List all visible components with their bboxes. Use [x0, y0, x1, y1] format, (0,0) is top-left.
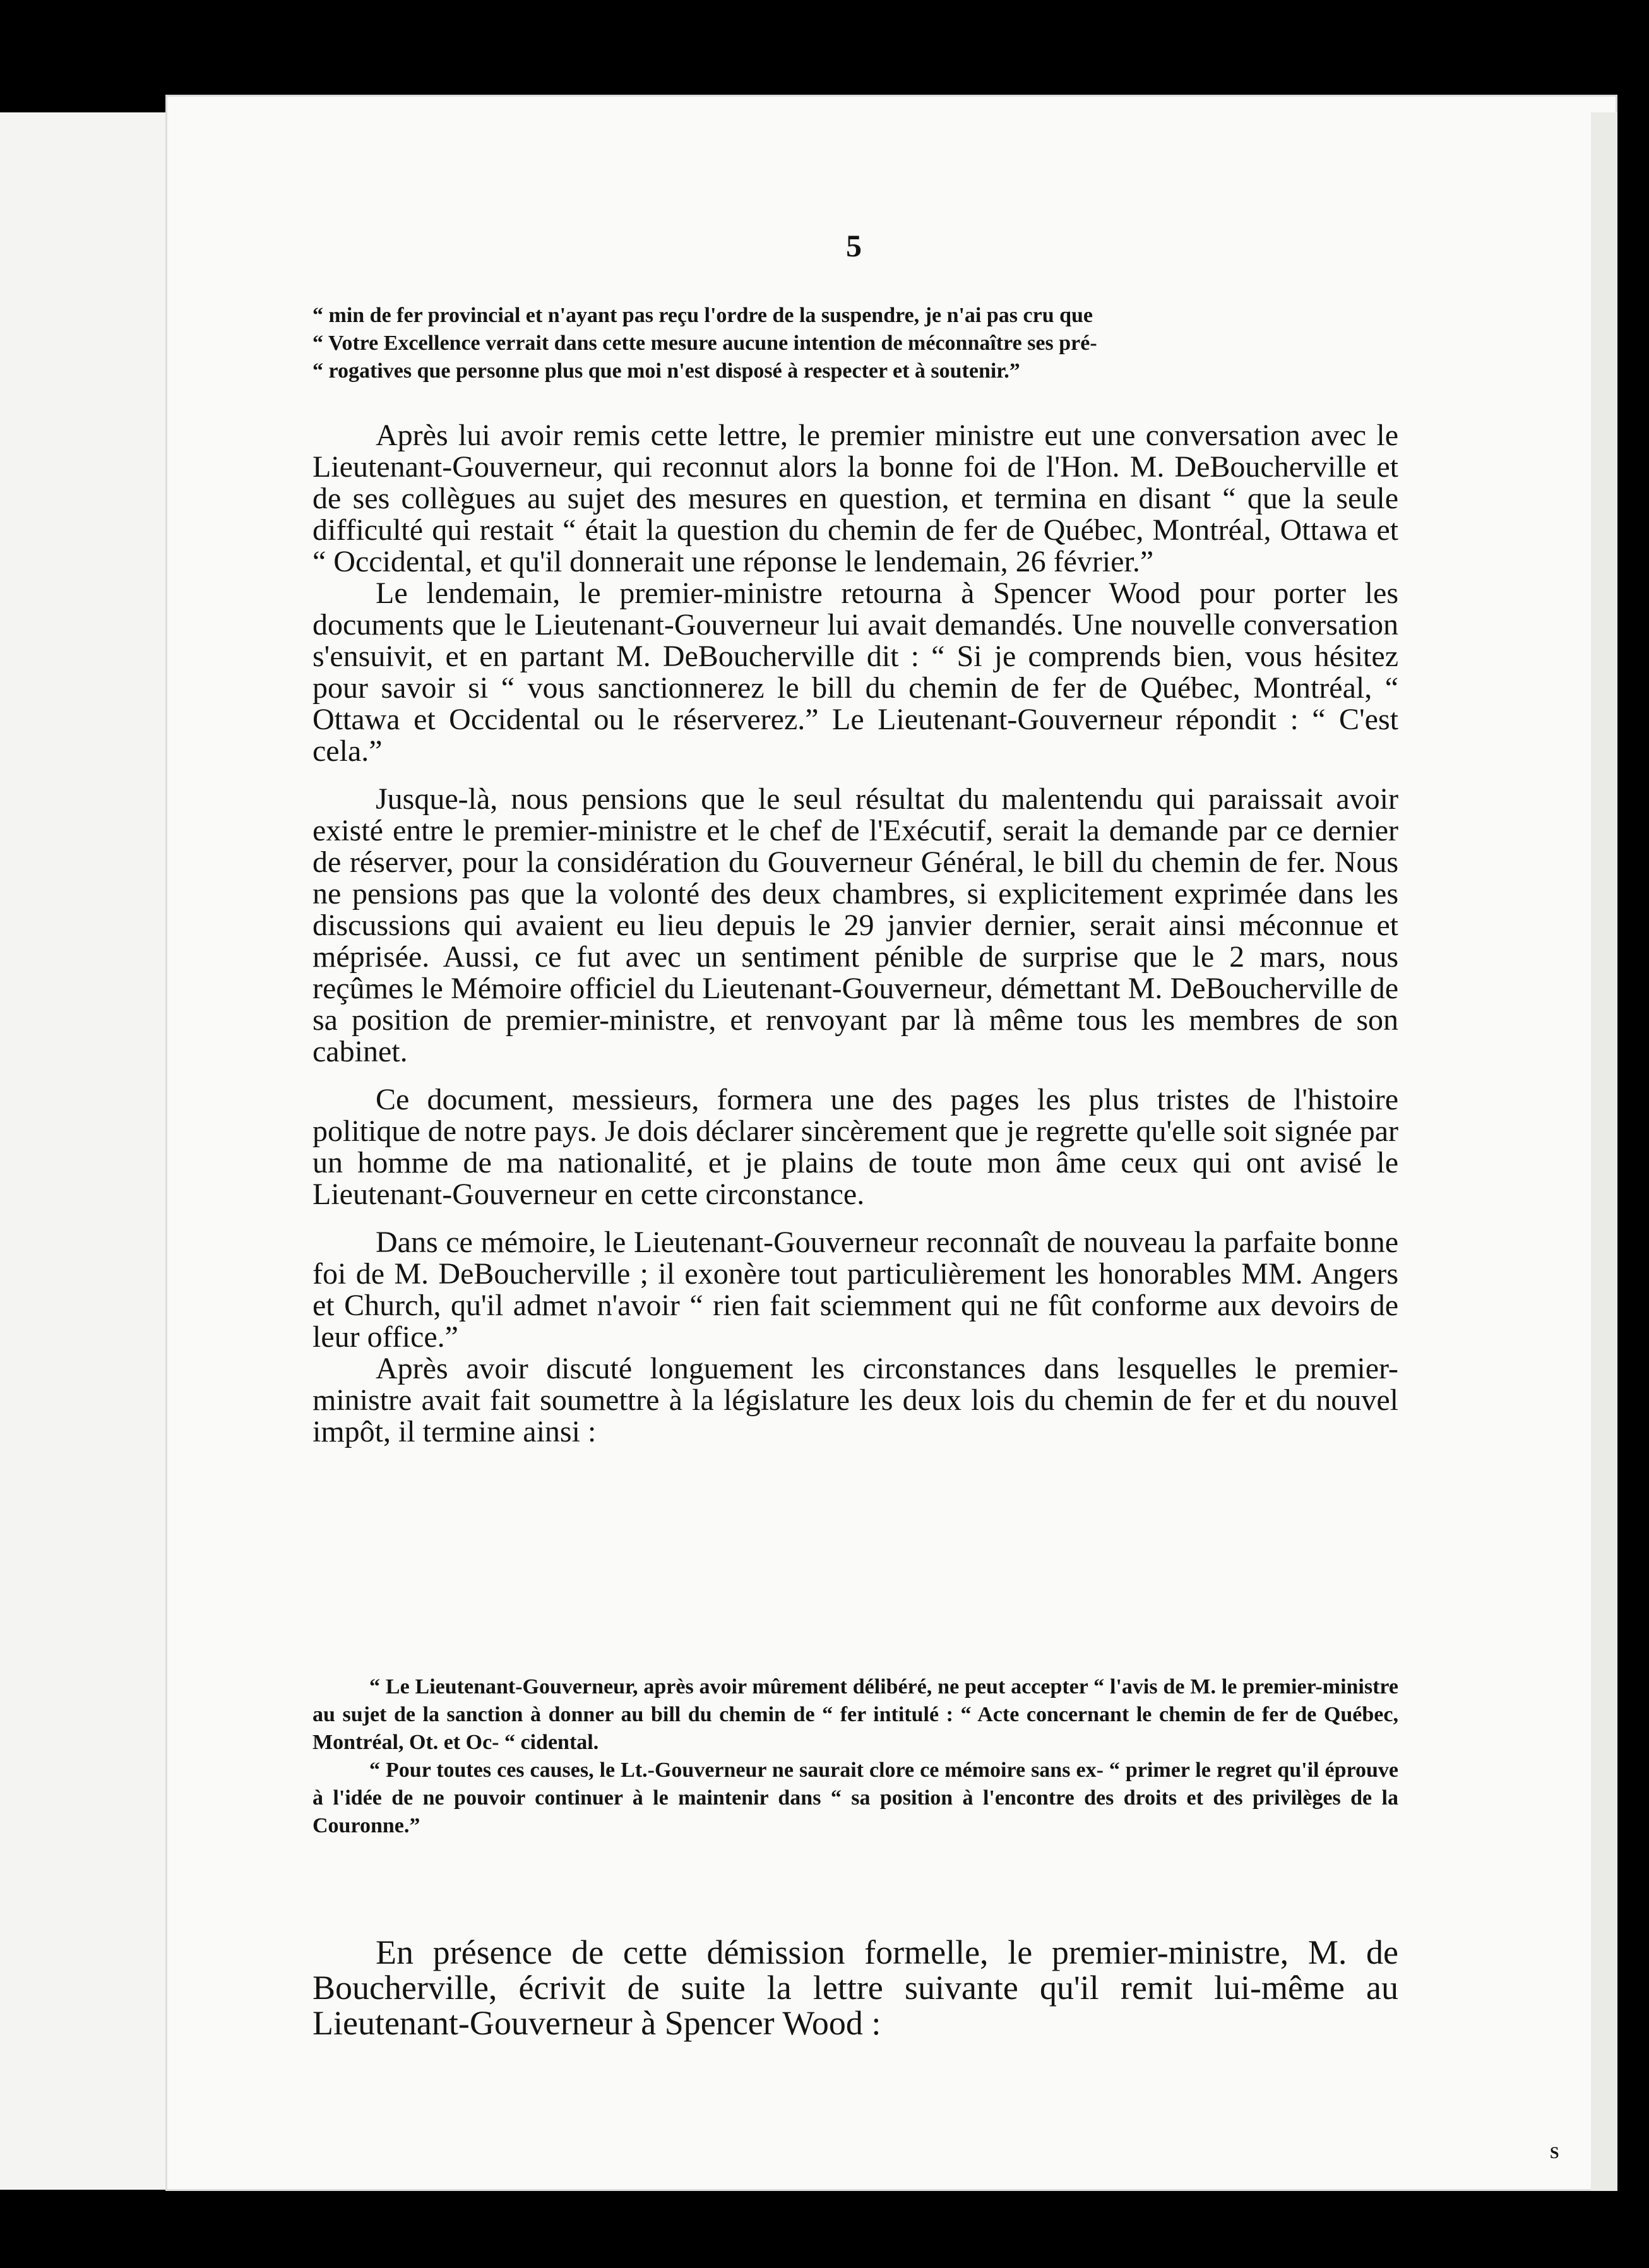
top-quote-line: “ min de fer provincial et n'ayant pas reçu l'ordre de la suspendre, je n'ai pas cru que [313, 304, 1093, 327]
memo-quote-paragraph: “ Le Lieutenant-Gouverneur, après avoir mûrement délibéré, ne peut accepter “ l'avis de M. le premier-ministre au sujet de la sanction à donner au bill du chemin de “ fer intitulé : “ Acte concernant le chemin de fer de Québec, Montréal, Ot. et Oc- “ cidental. [313, 1675, 1398, 1754]
page-number: 5 [846, 228, 862, 263]
paragraph: Jusque-là, nous pensions que le seul résultat du malentendu qui paraissait avoir existé entre le premier-ministre et le chef de l'Exécutif, serait la demande par ce dernier de réserver, pour la considération du Gouverneur Général, le bill du chemin de fer. Nous ne pensions pas que la volonté des deux chambres, si explicitement exprimée dans les discussions qui avaient eu lieu depuis le 29 janvier dernier, serait ainsi méconnue et méprisée. Aussi, ce fut avec un sentiment pénible de surprise que le 2 mars, nous reçûmes le Mémoire officiel du Lieutenant-Gouverneur, démettant M. DeBoucherville de sa position de premier-ministre, et renvoyant par là même tous les membres de son cabinet. [313, 782, 1398, 1068]
paragraph: Après avoir discuté longuement les circonstances dans lesquelles le premier-ministre avait fait soumettre à la législature les deux lois du chemin de fer et du nouvel impôt, il termine ainsi : [313, 1352, 1398, 1448]
memo-quote [313, 1673, 1398, 1840]
corner-mark: S [1550, 2144, 1559, 2162]
paragraph: Après lui avoir remis cette lettre, le premier ministre eut une conversation avec le Lieutenant-Gouverneur, qui reconnut alors la bonne foi de l'Hon. M. DeBoucherville et de ses collègues au sujet des mesures en question, et termina en disant “ que la seule difficulté qui restait “ était la question du chemin de fer de Québec, Montréal, Ottawa et “ Occidental, et qu'il donnerait une réponse le lendemain, 26 février.” [313, 419, 1398, 578]
closing-text: En présence de cette démission formelle, le premier-ministre, M. de Boucherville, écrivit de suite la lettre suivante qu'il remit lui-même au Lieutenant-Gouverneur à Spencer Wood : [313, 1933, 1398, 2042]
closing-paragraph [313, 1901, 1398, 2075]
facing-page-edge [0, 112, 165, 2190]
top-quote [313, 302, 1398, 385]
memo-quote-paragraph: “ Pour toutes ces causes, le Lt.-Gouverneur ne saurait clore ce mémoire sans ex- “ primer le regret qu'il éprouve à l'idée de ne pouvoir continuer à le maintenir dans “ sa position à l'encontre des droits et des privilèges de la Couronne.” [313, 1758, 1398, 1837]
top-quote-line: “ Votre Excellence verrait dans cette mesure aucune intention de méconnaître ses pré- [313, 331, 1097, 355]
top-quote-line: “ rogatives que personne plus que moi n'est disposé à respecter et à soutenir.” [313, 359, 1020, 383]
page-edge [1591, 112, 1617, 2191]
paragraph: Le lendemain, le premier-ministre retourna à Spencer Wood pour porter les documents que le Lieutenant-Gouverneur lui avait demandés. Une nouvelle conversation s'ensuivit, et en partant M. DeBoucherville dit : “ Si je comprends bien, vous hésitez pour savoir si “ vous sanctionnerez le bill du chemin de fer de Québec, Montréal, “ Ottawa et Occidental ou le réserverez.” Le Lieutenant-Gouverneur répondit : “ C'est cela.” [313, 576, 1398, 768]
body-text [313, 420, 1398, 1448]
paragraph: Dans ce mémoire, le Lieutenant-Gouverneur reconnaît de nouveau la parfaite bonne foi de M. DeBoucherville ; il exonère tout particulièrement les honorables MM. Angers et Church, qu'il admet n'avoir “ rien fait sciemment qui ne fût conforme aux devoirs de leur office.” [313, 1226, 1398, 1354]
paragraph: Ce document, messieurs, formera une des pages les plus tristes de l'histoire politique de notre pays. Je dois déclarer sincèrement que je regrette qu'elle soit signée par un homme de ma nationalité, et je plains de toute mon âme ceux qui ont avisé le Lieutenant-Gouverneur en cette circonstance. [313, 1083, 1398, 1211]
